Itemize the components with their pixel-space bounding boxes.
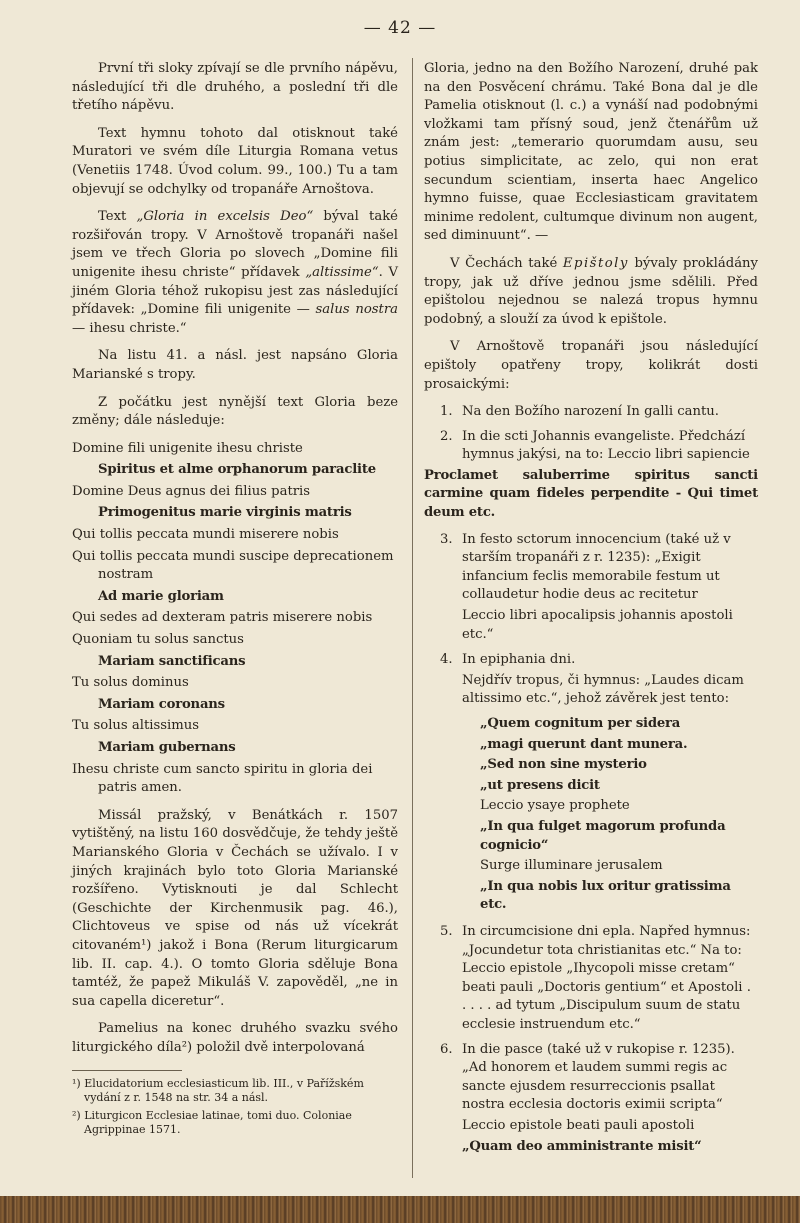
list-item	[424, 651, 758, 670]
trope-line: „ut presens dicit	[480, 777, 600, 793]
list-item	[424, 531, 758, 605]
trope-line: Ad marie gloriam	[98, 588, 224, 604]
page-edge	[0, 1196, 800, 1223]
italic-text: Epištoly	[562, 255, 629, 271]
item-text: In circumcisione dni epla. Napřed hymnus: „Jocundetur tota christianitas etc.“ Na to: Leccio epistole „Ihycopoli misse cretam“ beati pauli „Doctoris gentium“ et Apostoli . . . . . ad tytum „Discipulum suum de statu ecclesie instruendum etc.“	[462, 923, 751, 1032]
italic-text: „Gloria in excelsis Deo“	[136, 209, 314, 225]
item-continuation: Nejdřív tropus, či hymnus: „Laudes dicam altissimo etc.“, jehož závěrek jest tento:	[462, 672, 744, 707]
text: býval také rozšiřován tropy. V Arnoštově tropanáři našel jsem ve třech Gloria po slovech „Domine fili unigenite ihesu christe“ přídavek	[72, 209, 398, 280]
gloria-line: Tu solus dominus	[72, 675, 189, 691]
paragraph: První tři sloky zpívají se dle prvního nápěvu, následující tři dle druhého, a poslední tři dle třetího nápěvu.	[72, 61, 398, 114]
text: . V jiném Gloria téhož rukopisu jest zas následující přídavek: „Domine fili unigenite —	[72, 264, 398, 318]
text: Text	[98, 209, 137, 225]
gloria-line: Domine Deus agnus dei filius patris	[72, 483, 311, 499]
trope-line: Proclamet saluberrime spiritus sancti carmine quam fideles perpendite - Qui timet deum etc.	[424, 467, 758, 521]
footnote-rule	[72, 1070, 182, 1071]
italic-text: salus nostra	[315, 302, 399, 318]
item-text: In die pasce (také už v rukopise r. 1235). „Ad honorem et laudem summi regis ac sancte ejusdem resurreccionis psallat nostra ecclesia doctoris eximii scripta“	[462, 1041, 735, 1113]
item-number: 5.	[440, 923, 453, 939]
paragraph	[72, 208, 398, 338]
trope-line: Primogenitus marie virginis matris	[98, 505, 352, 521]
paragraph	[424, 255, 758, 329]
gloria-line: Qui tollis peccata mundi miserere nobis	[72, 527, 339, 543]
trope-line: Spiritus et alme orphanorum paraclite	[98, 462, 376, 478]
trope-line: „magi querunt dant munera.	[480, 736, 688, 752]
item-number: 2.	[440, 428, 453, 444]
trope-line: „Quam deo amministrante misit“	[462, 1139, 702, 1155]
text: — ihesu christe.“	[72, 320, 187, 336]
paragraph: Text hymnu tohoto dal otisknout také Muratori ve svém díle Liturgia Romana vetus (Venetiis 1748. Úvod colum. 99., 100.) Tu a tam objevují se odchylky od tropanáře Arnoštova.	[72, 125, 398, 197]
item-text: In epiphania dni.	[462, 652, 576, 668]
list-item	[424, 923, 758, 1035]
trope-line: „Quem cognitum per sidera	[480, 716, 681, 731]
item-number: 1.	[440, 404, 453, 420]
item-number: 3.	[440, 531, 453, 547]
gloria-line: Qui sedes ad dexteram patris miserere nobis	[72, 610, 373, 626]
left-column	[72, 60, 398, 1141]
item-number: 6.	[440, 1041, 453, 1057]
page-number: — 42 —	[363, 18, 437, 38]
item-text: Na den Božího narození In galli cantu.	[462, 404, 719, 420]
column-divider	[412, 58, 413, 1178]
item-continuation: Leccio libri apocalipsis johannis apostoli etc.“	[462, 608, 733, 642]
leccio-line: Surge illuminare jerusalem	[480, 858, 663, 874]
paragraph: Pamelius na konec druhého svazku svého liturgického díla²) položil dvě interpolovaná	[72, 1021, 398, 1055]
right-column	[424, 60, 758, 1160]
italic-text: „altissime“	[305, 264, 379, 280]
gloria-line: Quoniam tu solus sanctus	[72, 632, 244, 648]
text: bývaly prokládány tropy, jak už dříve jednou jsme sdělili. Před epištolou nejednou se nalezá tropus hymnu podobný, a slouží za úvod k epištole.	[424, 255, 758, 327]
paragraph: Na listu 41. a násl. jest napsáno Gloria Marianské s tropy.	[72, 348, 398, 382]
gloria-line: Tu solus altissimus	[72, 718, 199, 734]
trope-line: Mariam coronans	[98, 696, 225, 712]
paragraph: Missál pražský, v Benátkách r. 1507 vytištěný, na listu 160 dosvědčuje, že tehdy ještě Marianského Gloria v Čechách se užívalo. I v jiných krajinách bylo toto Gloria Marianské rozšířeno. Vytisknouti je dal Schlecht (Geschichte der Kirchenmusik pag. 46.), Clichtoveus ve spise od nás už vícekrát citovaném¹) jakož i Bona (Rerum liturgicarum lib. II. cap. 4.). O tomto Gloria sděluje Bona tamtéž, že papež Mikuláš V. zapověděl, „ne in sua capella diceretur“.	[72, 807, 398, 1009]
footnote: ¹) Elucidatorium ecclesiasticum lib. III., v Pařížském vydání z r. 1548 na str. 34 a násl.	[72, 1076, 364, 1104]
trope-line: „Sed non sine mysterio	[480, 757, 647, 773]
gloria-line: Ihesu christe cum sancto spiritu in gloria dei patris amen.	[72, 761, 373, 796]
footnote: ²) Liturgicon Ecclesiae latinae, tomi duo. Coloniae Agrippinae 1571.	[72, 1108, 352, 1136]
item-number: 4.	[440, 652, 453, 668]
trope-line: „In qua nobis lux oritur gratissima etc.	[480, 878, 731, 913]
leccio-line: Leccio epistole beati pauli apostoli	[462, 1117, 695, 1133]
paragraph: Gloria, jedno na den Božího Narození, druhé pak na den Posvěcení chrámu. Také Bona dal je dle Pamelia otisknout (l. c.) a vynáší nad podobnými vložkami tam přísný soud, jenž čtenářům už znám jest: „temerario quorumdam ausu, seu potius simplicitate, ac zelo, qui non erat secundum scientiam, inserta haec Angelico hymno fuisse, quae Ecclesiasticam gravitatem minime redolent, cultumque divinum non augent, sed diminuunt“. —	[424, 61, 758, 244]
list-item	[424, 428, 758, 465]
paragraph: V Arnoštově tropanáři jsou následující epištoly opatřeny tropy, kolikrát dosti prosaickými:	[424, 339, 758, 392]
gloria-line: Domine fili unigenite ihesu christe	[72, 440, 303, 456]
trope-line: Mariam gubernans	[98, 740, 236, 755]
trope-line: „In qua fulget magorum profunda cognicio“	[480, 818, 726, 853]
text: V Čechách také	[450, 255, 563, 271]
paragraph: Z počátku jest nynější text Gloria beze změny; dále následuje:	[72, 394, 398, 429]
leccio-line: Leccio ysaye prophete	[480, 798, 630, 814]
item-text: In festo sctorum innocencium (také už v starším tropanáři z r. 1235): „Exigit infancium feclis memorabile festum ut collaudetur hodie deus ac recitetur	[462, 531, 731, 603]
trope-line: Mariam sanctificans	[98, 653, 246, 669]
gloria-line: Qui tollis peccata mundi suscipe deprecationem nostram	[72, 548, 394, 583]
item-text: In die scti Johannis evangeliste. Předchází hymnus jakýsi, na to: Leccio libri sapiencie	[462, 428, 750, 463]
list-item	[424, 1041, 758, 1115]
list-item	[424, 403, 758, 422]
